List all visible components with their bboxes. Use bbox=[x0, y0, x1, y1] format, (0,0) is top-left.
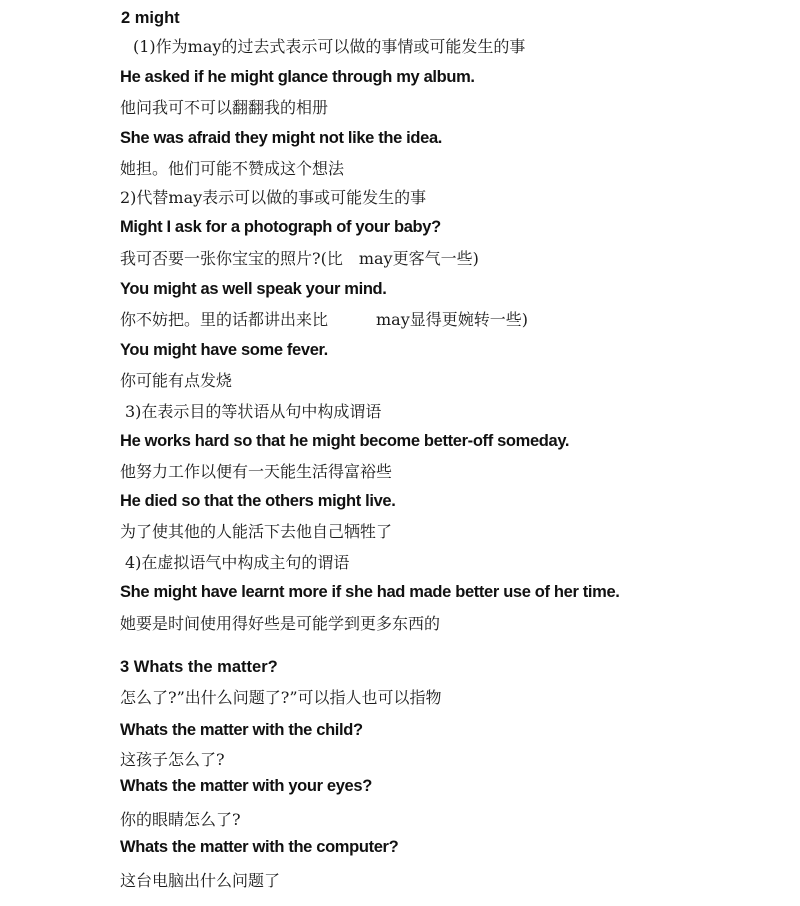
section-heading-might: 2 might bbox=[121, 9, 180, 27]
section-heading-whats-the-matter: 3 Whats the matter? bbox=[120, 658, 278, 676]
example-sentence-en: She was afraid they might not like the idea. bbox=[120, 129, 443, 147]
example-sentence-en: She might have learnt more if she had made better use of her time. bbox=[120, 583, 620, 601]
example-sentence-en: He asked if he might glance through my album. bbox=[120, 68, 475, 86]
subheading-usage-4: 4)在虚拟语气中构成主句的谓语 bbox=[125, 553, 350, 572]
example-translation-zh: 我可否要一张你宝宝的照片?(比 may更客气一些) bbox=[120, 249, 479, 268]
subheading-usage-1: (1)作为may的过去式表示可以做的事情或可能发生的事 bbox=[133, 37, 526, 56]
example-translation-zh: 这台电脑出什么问题了 bbox=[120, 871, 281, 890]
example-sentence-en: Whats the matter with your eyes? bbox=[120, 777, 372, 795]
example-sentence-en: You might as well speak your mind. bbox=[120, 280, 387, 298]
example-sentence-en: You might have some fever. bbox=[120, 341, 328, 359]
subheading-usage-2: 2)代替may表示可以做的事或可能发生的事 bbox=[120, 188, 427, 207]
example-translation-zh: 为了使其他的人能活下去他自己牺牲了 bbox=[120, 522, 393, 541]
example-translation-zh: 他努力工作以便有一天能生活得富裕些 bbox=[120, 462, 393, 481]
example-sentence-en: He works hard so that he might become better-off someday. bbox=[120, 432, 570, 450]
example-sentence-en: He died so that the others might live. bbox=[120, 492, 396, 510]
example-sentence-en: Might I ask for a photograph of your baby? bbox=[120, 218, 441, 236]
section-intro-zh: 怎么了?”出什么问题了?”可以指人也可以指物 bbox=[120, 688, 442, 707]
example-translation-zh: 她要是时间使用得好些是可能学到更多东西的 bbox=[120, 614, 441, 633]
example-sentence-en: Whats the matter with the computer? bbox=[120, 838, 399, 856]
example-translation-zh: 你可能有点发烧 bbox=[120, 371, 233, 390]
subheading-usage-3: 3)在表示目的等状语从句中构成谓语 bbox=[125, 402, 382, 421]
example-translation-zh: 这孩子怎么了? bbox=[120, 750, 225, 769]
example-translation-zh: 你不妨把。里的话都讲出来比 may显得更婉转一些) bbox=[120, 310, 528, 329]
example-translation-zh: 他问我可不可以翻翻我的相册 bbox=[120, 98, 329, 117]
example-translation-zh: 你的眼睛怎么了? bbox=[120, 810, 241, 829]
example-sentence-en: Whats the matter with the child? bbox=[120, 721, 363, 739]
example-translation-zh: 她担。他们可能不赞成这个想法 bbox=[120, 159, 345, 178]
